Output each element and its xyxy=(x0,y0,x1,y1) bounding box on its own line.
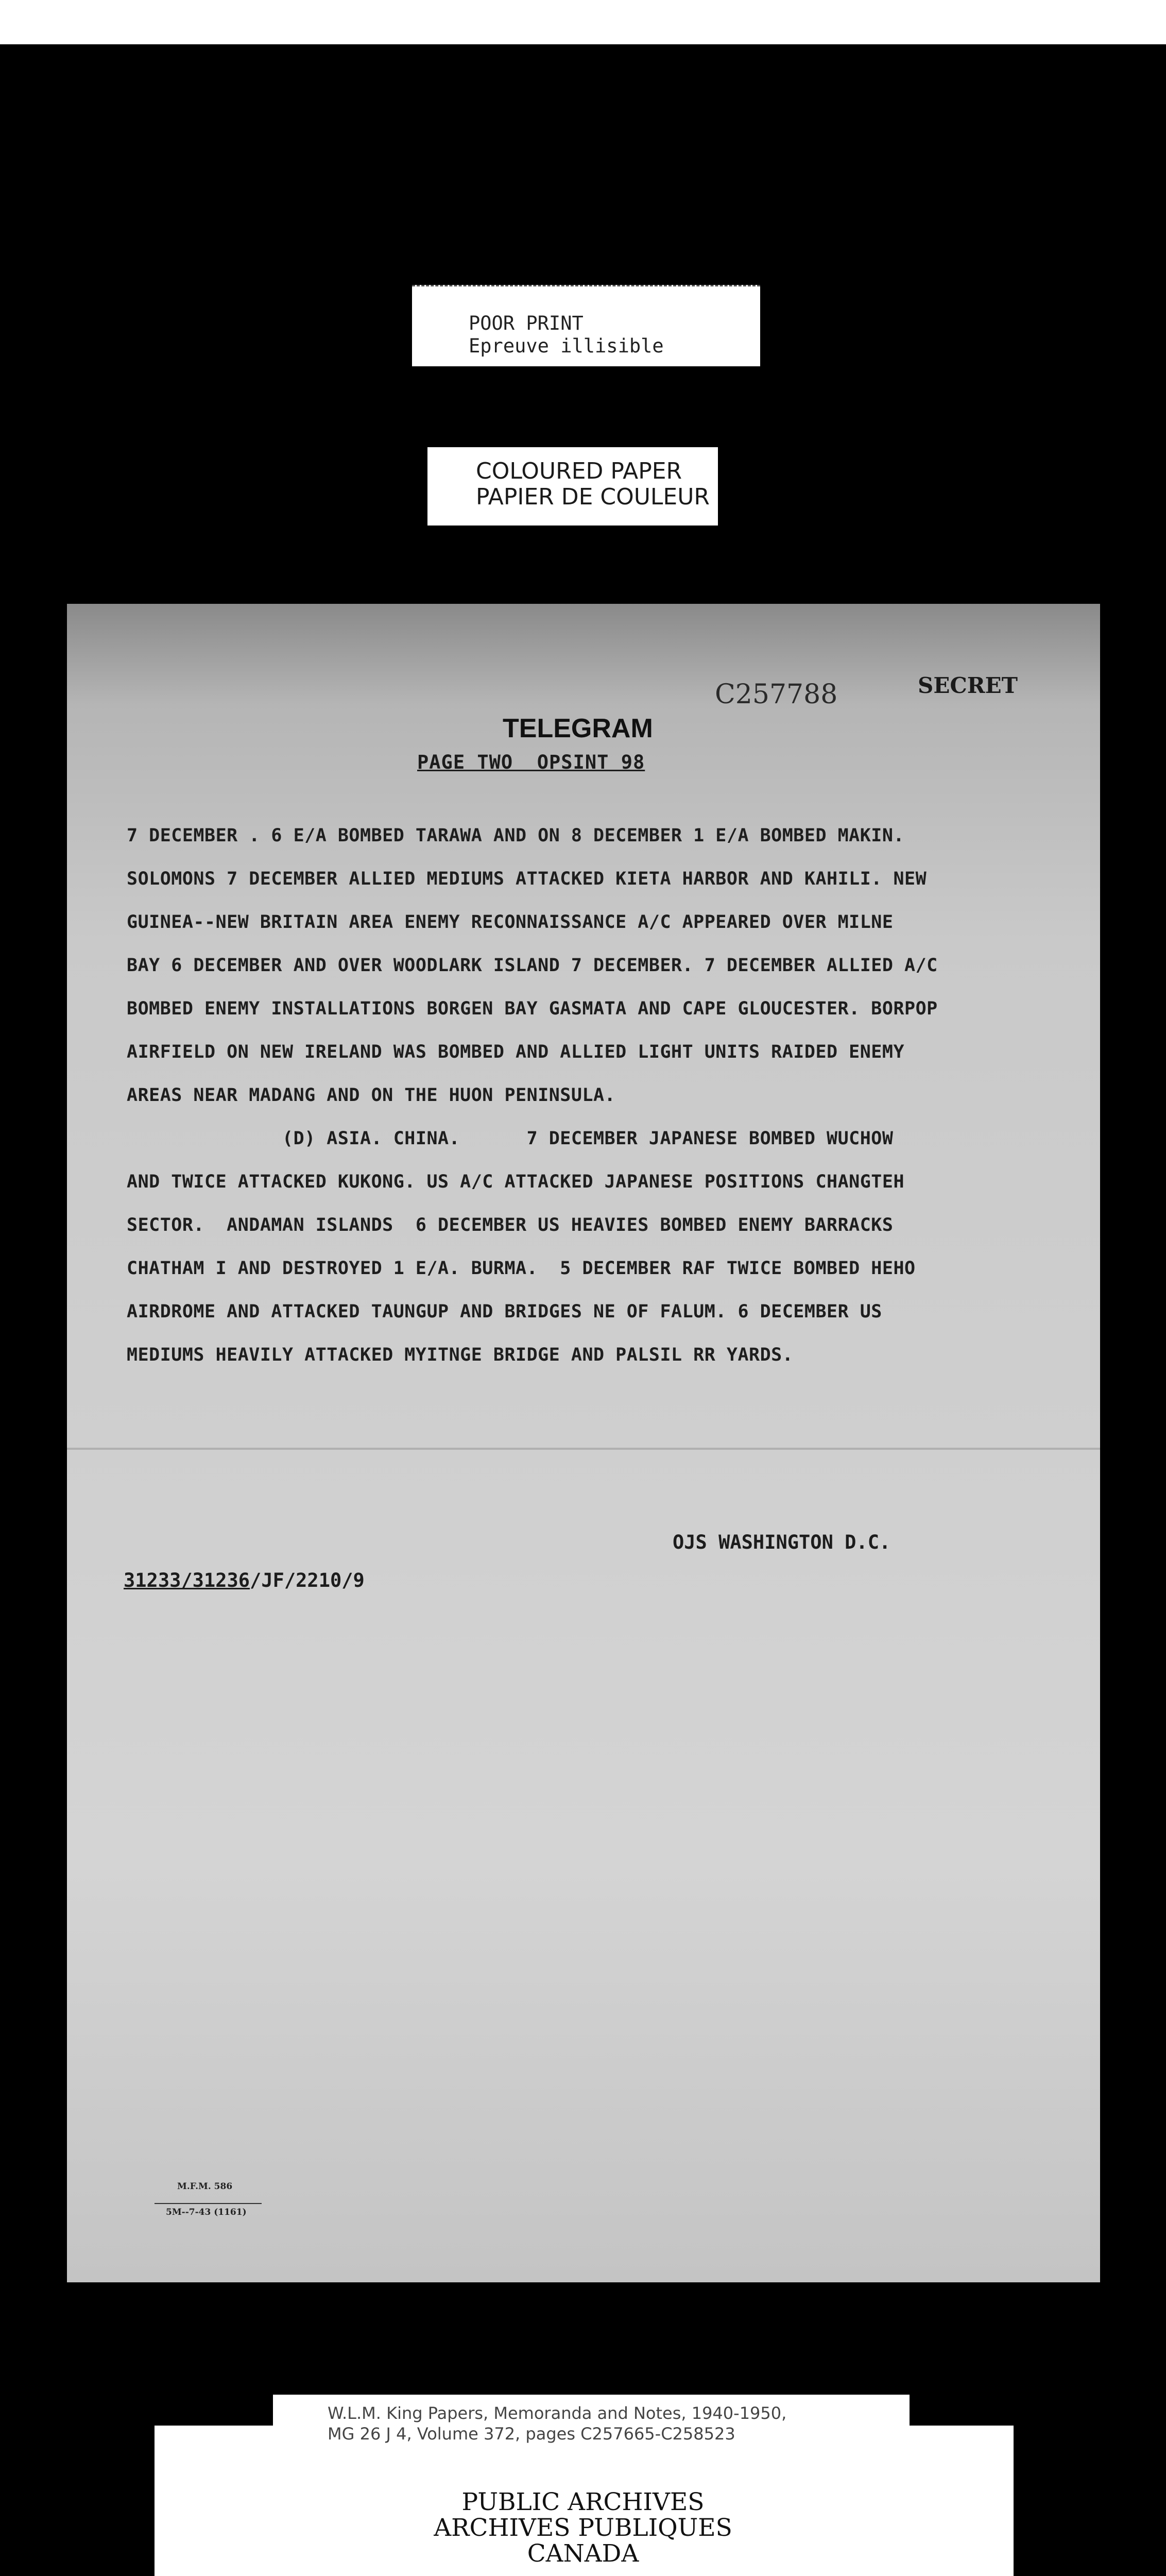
body-line: CHATHAM I AND DESTROYED 1 E/A. BURMA. 5 DECEMBER RAF TWICE BOMBED HEHO xyxy=(127,1258,916,1279)
telegram-sheet xyxy=(67,604,1100,2282)
form-number: M.F.M. 586 xyxy=(177,2181,233,2192)
document-serial: C257788 xyxy=(715,679,838,710)
archives-name xyxy=(0,2489,1166,2567)
body-line: AIRDROME AND ATTACKED TAUNGUP AND BRIDGES NE OF FALUM. 6 DECEMBER US xyxy=(127,1301,882,1322)
citation-line-1: W.L.M. King Papers, Memoranda and Notes, 1940-1950, xyxy=(328,2403,787,2423)
body-line: 7 DECEMBER . 6 E/A BOMBED TARAWA AND ON 8 DECEMBER 1 E/A BOMBED MAKIN. xyxy=(127,825,905,846)
archives-name-en: PUBLIC ARCHIVES xyxy=(461,2488,705,2516)
coloured-fr: PAPIER DE COULEUR xyxy=(476,484,710,510)
classification-stamp: SECRET xyxy=(918,673,1018,698)
body-line: SECTOR. ANDAMAN ISLANDS 6 DECEMBER US HEAVIES BOMBED ENEMY BARRACKS xyxy=(127,1215,894,1235)
archive-citation xyxy=(328,2403,786,2444)
telegram-title: TELEGRAM xyxy=(503,714,653,743)
archives-name-fr: ARCHIVES PUBLIQUES xyxy=(434,2514,732,2542)
body-line: (D) ASIA. CHINA. 7 DECEMBER JAPANESE BOMBED WUCHOW xyxy=(127,1128,894,1149)
reference-underlined: 31233/31236 xyxy=(124,1569,250,1591)
coloured-paper-label xyxy=(427,447,718,526)
body-line: AND TWICE ATTACKED KUKONG. US A/C ATTACKED JAPANESE POSITIONS CHANGTEH xyxy=(127,1172,905,1192)
body-line: BAY 6 DECEMBER AND OVER WOODLARK ISLAND 7 DECEMBER. 7 DECEMBER ALLIED A/C xyxy=(127,955,938,976)
reference-number xyxy=(124,1569,365,1591)
body-line: GUINEA--NEW BRITAIN AREA ENEMY RECONNAISSANCE A/C APPEARED OVER MILNE xyxy=(127,912,894,933)
poor-print-label xyxy=(412,285,760,366)
form-rule xyxy=(155,2203,262,2204)
form-print-code: 5M--7-43 (1161) xyxy=(166,2207,247,2217)
body-line: BOMBED ENEMY INSTALLATIONS BORGEN BAY GASMATA AND CAPE GLOUCESTER. BORPOP xyxy=(127,998,938,1019)
poor-print-fr: Epreuve illisible xyxy=(469,335,664,357)
signature: OJS WASHINGTON D.C. xyxy=(673,1531,891,1553)
body-line: SOLOMONS 7 DECEMBER ALLIED MEDIUMS ATTACKED KIETA HARBOR AND KAHILI. NEW xyxy=(127,869,927,889)
citation-line-2: MG 26 J 4, Volume 372, pages C257665-C258523 xyxy=(328,2424,735,2444)
paper-fold xyxy=(67,1448,1100,1450)
reference-rest: /JF/2210/9 xyxy=(250,1569,365,1591)
body-line: AREAS NEAR MADANG AND ON THE HUON PENINSULA. xyxy=(127,1085,616,1106)
coloured-en: COLOURED PAPER xyxy=(476,458,682,484)
body-line: MEDIUMS HEAVILY ATTACKED MYITNGE BRIDGE AND PALSIL RR YARDS. xyxy=(127,1345,794,1365)
archives-country: CANADA xyxy=(527,2539,639,2568)
top-margin xyxy=(0,0,1166,44)
body-line: AIRFIELD ON NEW IRELAND WAS BOMBED AND ALLIED LIGHT UNITS RAIDED ENEMY xyxy=(127,1042,905,1062)
poor-print-en: POOR PRINT xyxy=(469,312,584,334)
page-reference: PAGE TWO OPSINT 98 xyxy=(417,751,645,773)
